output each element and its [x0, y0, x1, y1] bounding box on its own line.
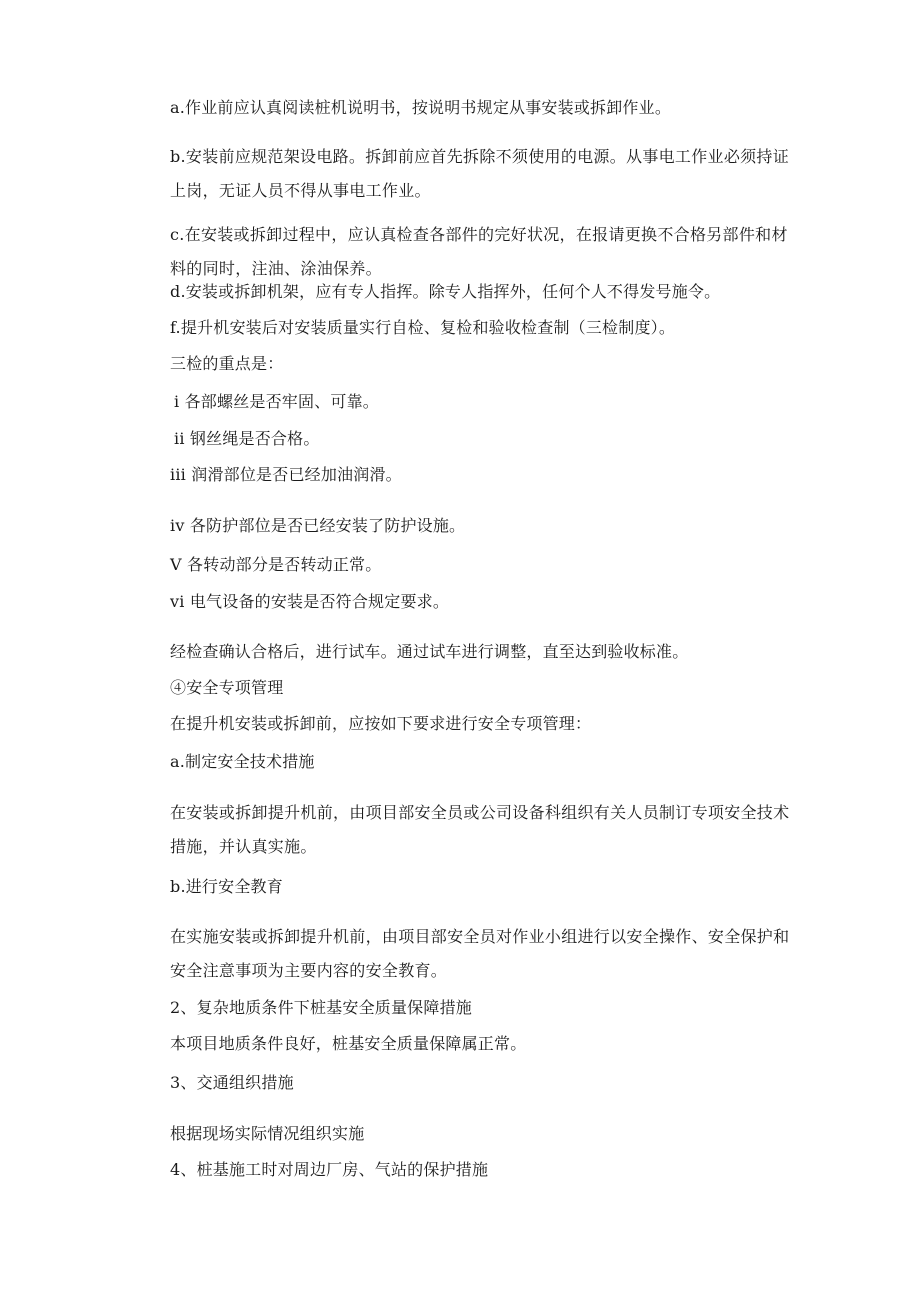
paragraph-circuit-setup [170, 140, 790, 208]
paragraph-safety-education [170, 920, 790, 988]
paragraph-install-manual: a.作业前应认真阅读桩机说明书，按说明书规定从事安装或拆卸作业。 [170, 98, 672, 117]
subheading-safety-education: b.进行安全教育 [170, 877, 283, 896]
list-item-screws: i 各部螺丝是否牢固、可靠。 [174, 392, 380, 411]
paragraph-traffic: 根据现场实际情况组织实施 [170, 1124, 365, 1143]
section-heading-protection: 4、桩基施工时对周边厂房、气站的保护措施 [170, 1160, 489, 1179]
paragraph-inspect-parts [170, 218, 790, 286]
paragraph-command: d.安装或拆卸机架，应有专人指挥。除专人指挥外，任何个人不得发号施令。 [170, 282, 721, 301]
list-item-electrical: vi 电气设备的安装是否符合规定要求。 [170, 592, 450, 611]
section-heading-safety: ④安全专项管理 [170, 678, 284, 697]
paragraph-safety-requirements: 在提升机安装或拆卸前，应按如下要求进行安全专项管理： [170, 714, 592, 733]
paragraph-three-checks: f.提升机安装后对安装质量实行自检、复检和验收检查制（三检制度）。 [170, 318, 676, 337]
paragraph-trial-run: 经检查确认合格后，进行试车。通过试车进行调整，直至达到验收标准。 [170, 642, 689, 661]
paragraph-technical-measures-text: 在安装或拆卸提升机前，由项目部安全员或公司设备科组织有关人员制订专项安全技术措施，并认真实施。 [170, 803, 790, 856]
paragraph-circuit-setup-text: b.安装前应规范架设电路。拆卸前应首先拆除不须使用的电源。从事电工作业必须持证上岗，无证人员不得从事电工作业。 [170, 147, 790, 200]
list-item-rotation: V 各转动部分是否转动正常。 [170, 555, 382, 574]
paragraph-technical-measures [170, 796, 790, 864]
list-item-lubrication: iii 润滑部位是否已经加油润滑。 [170, 465, 402, 484]
paragraph-check-focus: 三检的重点是： [170, 354, 284, 373]
section-heading-geology: 2、复杂地质条件下桩基安全质量保障措施 [170, 998, 472, 1017]
list-item-wire-rope: ii 钢丝绳是否合格。 [174, 429, 320, 448]
paragraph-inspect-parts-text: c.在安装或拆卸过程中，应认真检查各部件的完好状况，在报请更换不合格另部件和材料的同时，注油、涂油保养。 [170, 225, 788, 278]
section-heading-traffic: 3、交通组织措施 [170, 1073, 294, 1092]
paragraph-safety-education-text: 在实施安装或拆卸提升机前，由项目部安全员对作业小组进行以安全操作、安全保护和安全注意事项为主要内容的安全教育。 [170, 927, 790, 980]
subheading-technical-measures: a.制定安全技术措施 [170, 752, 315, 771]
list-item-protection: iv 各防护部位是否已经安装了防护设施。 [170, 516, 466, 535]
paragraph-geology: 本项目地质条件良好，桩基安全质量保障属正常。 [170, 1034, 527, 1053]
